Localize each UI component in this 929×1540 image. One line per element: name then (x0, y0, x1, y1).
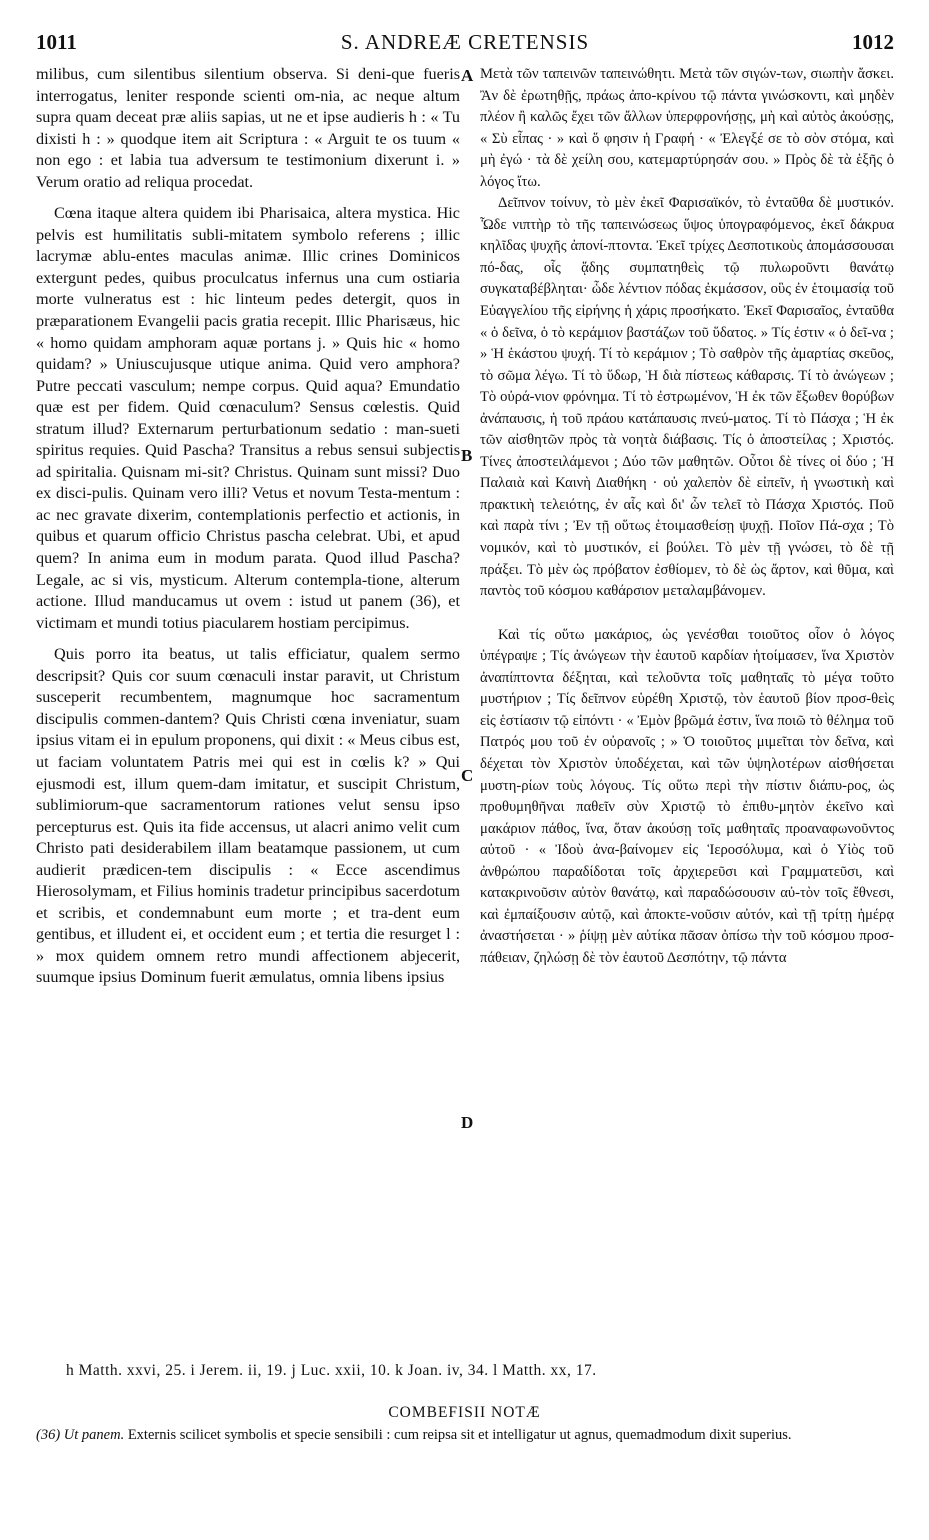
notes-text (36, 1426, 894, 1444)
latin-paragraph-1: milibus, cum silentibus silentium observa. Si deni-que fueris interrogatus, leniter responde scienti om-nia, ac neque altum supra quam deceat præ aliis sapias, ut ne et ipse audieris h : « Tu dixisti h : » quodque item ait Scriptura : « Arguit te os tuum « non ego : et labia tua adversum te testimonium dixerunt i. » Verum oratio ad reliqua procedat. (36, 65, 460, 191)
note-label: (36) Ut panem. (36, 1427, 125, 1443)
running-title: S. ANDREÆ CRETENSIS (340, 30, 590, 54)
latin-paragraph-3: Quis porro ita beatus, ut talis efficiatur, qualem sermo descripsit? Quis cor suum cœnaculi instar paravit, ut Christum susceperit recumbentem, magnumque hoc sacramentum discipulis commen-dantem? Quis Christi cœna inveniatur, suam ipsius vitam ei in epulum proponens, qui dixit : « Meus cibus est, ut faciam voluntatem Patris mei qui est in cœlis k? » Qui ejusmodi est, illum quem-dam imitatur, et suscipit Christum, sublimiorum-que sacramentorum rationes velut sensu ipso percepturus est. Quis ita fide accensus, ut alacri animo velit cum Christo pati desiderabilem illam beatamque passionem, ut cum audierit prædicen-tem discipulis : « Ecce ascendimus Hierosolymam, et Filius hominis tradetur principibus sacerdotum et scribis, et condemnabunt eum morte ; et tra-dent eum gentibus, et illudent ei, et occident eum ; et tertia die resurget l : » mox quidem omnem retro mundi affectionem abjecerit, suumque ipsius Dominum fuerit æmulatus, omnia libens ipsius (36, 645, 460, 987)
greek-paragraph-1: Μετὰ τῶν ταπεινῶν ταπεινώθητι. Μετὰ τῶν σιγών-των, σιωπὴν ἄσκει. Ἂν δὲ ἐρωτηθῇς, πράως ἀπο-κρίνου τῷ πάντα γινώσκοντι, καὶ μηδὲν πλέον ἢ καλῶς ἔχει τῶν ἄλλων ὑπερφρονήσῃς, μὴ καὶ αὐτὸς ἀκούσῃς, « Σὺ εἶπας · » καὶ ὅ φησιν ἡ Γραφή · « Ἐλεγξέ σε τὸ σὸν στόμα, καὶ μὴ ἐγώ · τὰ δὲ χείλη σου, κατεμαρτύρησάν σου. » Πρὸς δὲ τὰ ἑξῆς ὁ λόγος ἴτω. (480, 66, 894, 190)
margin-marker-c: C (461, 766, 474, 785)
note-body: Externis scilicet symbolis et specie sensibili : cum reipsa sit et intelligatur ut agnus, quemadmodum dixit superius. (124, 1427, 792, 1443)
scripture-references: h Matth. xxvi, 25. i Jerem. ii, 19. j Luc. xxii, 10. k Joan. iv, 34. l Matth. xx, 17. (66, 1362, 597, 1379)
margin-marker-d: D (461, 1113, 474, 1132)
margin-marker-a: A (461, 66, 474, 85)
page-number-left: 1011 (36, 30, 77, 54)
notes-title: COMBEFISII NOTÆ (388, 1404, 541, 1421)
greek-paragraph-3: Καὶ τίς οὕτω μακάριος, ὡς γενέσθαι τοιοῦτος οἷον ὁ λόγος ὑπέγραψε ; Τίς ἀνώγεων τὴν ἑαυτοῦ καρδίαν ἡτοίμασεν, ἵνα Χριστὸν ἀναπίπτοντα δέξηται, καὶ τελοῦντα τοῖς μαθηταῖς τὸ μέγα τοῦτο μυστήριον ; Τίς δεῖπνον εὑρέθη Χριστῷ, τὸν ἑαυτοῦ βίον προσ-θεὶς εἰς ἑστίασιν τῷ εἰπόντι · « Ἐμὸν βρῶμά ἐστιν, ἵνα ποιῶ τὸ θέλημα τοῦ Πατρός μου τοῦ ἐν οὐρανοῖς ; » Ὁ τοιοῦτος μιμεῖται τὸν δεῖνα, καὶ δέχεται τὸν Χριστὸν ὑποδέχεται, καὶ τῶν ὑψηλοτέρων αἰσθήσεται μυστη-ρίων τοὺς λόγους. Τίς οὕτω περὶ τὴν πίστιν διάπυ-ρος, ὡς προθυμηθῆναι παθεῖν σὺν Χριστῷ τὸ ἐπιθυ-μητὸν ἐκεῖνο καὶ μακάριον πάθος, ἵνα, ὅταν ἀκούσῃ τοῖς μαθηταῖς προαναφωνοῦντος αὐτοῦ · « Ἰδοὺ ἀνα-βαίνομεν εἰς Ἱεροσόλυμα, καὶ ὁ Υἱὸς τοῦ ἀνθρώπου παραδίδοται τοῖς ἀρχιερεῦσι καὶ Γραμματεῦσι, καὶ κατακρινοῦσιν αὐτὸν θανάτῳ, καὶ παραδώσουσιν αὐ-τὸν τοῖς ἔθνεσι, καὶ ἐμπαίξουσιν αὐτῷ, καὶ ἀποκτε-νοῦσιν αὐτόν, καὶ τῇ τρίτῃ ἡμέρᾳ ἀναστήσεται · » ῥίψῃ μὲν αὐτίκα πᾶσαν ὀπίσω τὴν τοῦ κόσμου προσ-πάθειαν, ζηλώσῃ δὲ τὸν ἑαυτοῦ Δεσπότην, τῷ πάντα (480, 626, 894, 966)
latin-paragraph-2: Cœna itaque altera quidem ibi Pharisaica, altera mystica. Hic pelvis est humilitatis subli-mitatem symbolo referens ; illic lacrymæ ablu-entes maculas animæ. Illic crines Dominicos extergunt pedes, quibus proculcatus infernus una cum ostiaria morte vulneratus est : hic linteum pedes detergit, quos in præparationem Evangelii pacis gratia recepit. Illic Pharisæus, hic « homo quidam amphoram aquæ portans j. » Quis hic « homo quidam? » Uniuscujusque utique anima. Quid vero amphora? Putre peccati vasculum; nempe corpus. Quid aqua? Emundatio quæ est per fidem. Quid cœnaculum? Sensus cœlestis. Quid stratum illud? Externarum perturbationum sedatio : man-sueti spiritus requies. Quid Pascha? Transitus a rebus sensui subjectis ad spiritalia. Quisnam mi-sit? Christus. Quinam sunt missi? Duo ex disci-pulis. Quinam vero illi? Vetus et novum Testa-mentum : ac nec gravate dixerim, contemplationis perfectio et actionis, in quibus et quarum officio Christus pascha celebrat. Ubi, et apud quem? In anima eum in modum parata. Quod illud Pascha? Legale, ac si vis, mysticum. Alterum contempla-tione, alterum actione. Illud manducamus ut ovem : istud ut panem (36), et victimam et mundi totius piacularem hostiam percipimus. (36, 204, 460, 632)
margin-marker-b: B (461, 446, 473, 465)
page-number-right: 1012 (852, 30, 894, 54)
latin-column (36, 64, 460, 989)
running-header (36, 30, 894, 64)
greek-column (480, 64, 894, 969)
greek-paragraph-2: Δεῖπνον τοίνυν, τὸ μὲν ἐκεῖ Φαρισαϊκόν, τὸ ἐνταῦθα δὲ μυστικόν. Ὧδε νιπτὴρ τὸ τῆς ταπεινώσεως ὕψος ὑπογραφόμενος, ἐκεῖ δάκρυα κηλῖδας ψυχῆς ἀπονί-πτοντα. Ἐκεῖ τρίχες Δεσποτικοὺς ἀπομάσσουσαι πό-δας, οἷς ᾅδης συμπατηθεὶς τῷ πυλωροῦντι θανάτῳ συγκαταβέβληται· ὧδε λέντιον πόδας ἐκμάσσον, οὓς ἐν ἑτοιμασίᾳ τοῦ Εὐαγγελίου τῆς εἰρήνης ἡ χάρις προσήκατο. Ἐκεῖ Φαρισαῖος, ἐνταῦθα « ὁ δεῖνα, ὁ τὸ κεράμιον βαστάζων τοῦ ὕδατος. » Τίς ἐστιν « ὁ δεῖ-να ; » Ἡ ἑκάστου ψυχή. Τί τὸ κεράμιον ; Τὸ σαθρὸν τῆς ἁμαρτίας σκεῦος, τὸ σῶμα λέγω. Τί τὸ ὕδωρ, Ἡ διὰ πίστεως κάθαρσις. Τί τὸ ἀνώγεων ; Τὸ οὐρά-νιον φρόνημα. Τί τὸ ἐστρωμένον, Ἡ ἐκ τῶν ἔξωθεν θορύβων ἀνάπαυσις, ἡ τοῦ πράου κατάπαυσις πνεύ-ματος. Τί τὸ Πάσχα ; Ἡ ἐκ τῶν αἰσθητῶν πρὸς τὰ νοητὰ διάβασις. Τίς ὁ ἀποστείλας ; Χριστός. Τίνες ἀποστειλάμενοι ; Δύο τῶν μαθητῶν. Οὗτοι δὲ τίνες οἱ δύο ; Ἡ Παλαιὰ καὶ Καινὴ Διαθήκη · οὐ χαλεπὸν δὲ εἰπεῖν, ἡ γνωστικὴ καὶ πρακτικὴ τελειότης, ἐν αἷς καὶ δι' ὧν τελεῖ τὸ Πάσχα Χριστός. Ποῦ καὶ παρὰ τίνι ; Ἐν τῇ οὕτως ἑτοιμασθείσῃ ψυχῇ. Ποῖον Πά-σχα ; Τὸ νομικόν, καὶ τὸ μυστικόν, εἰ βούλει. Τὸ μὲν τῇ γνώσει, τὸ δὲ τῇ πράξει. Τὸ μὲν ὡς πρόβατον ἐσθίομεν, τὸ δὲ ὡς ἄρτον, καὶ θῦμα, καὶ παντὸς τοῦ κόσμου καθάρσιον μεταλαμβάνομεν. (480, 195, 894, 600)
